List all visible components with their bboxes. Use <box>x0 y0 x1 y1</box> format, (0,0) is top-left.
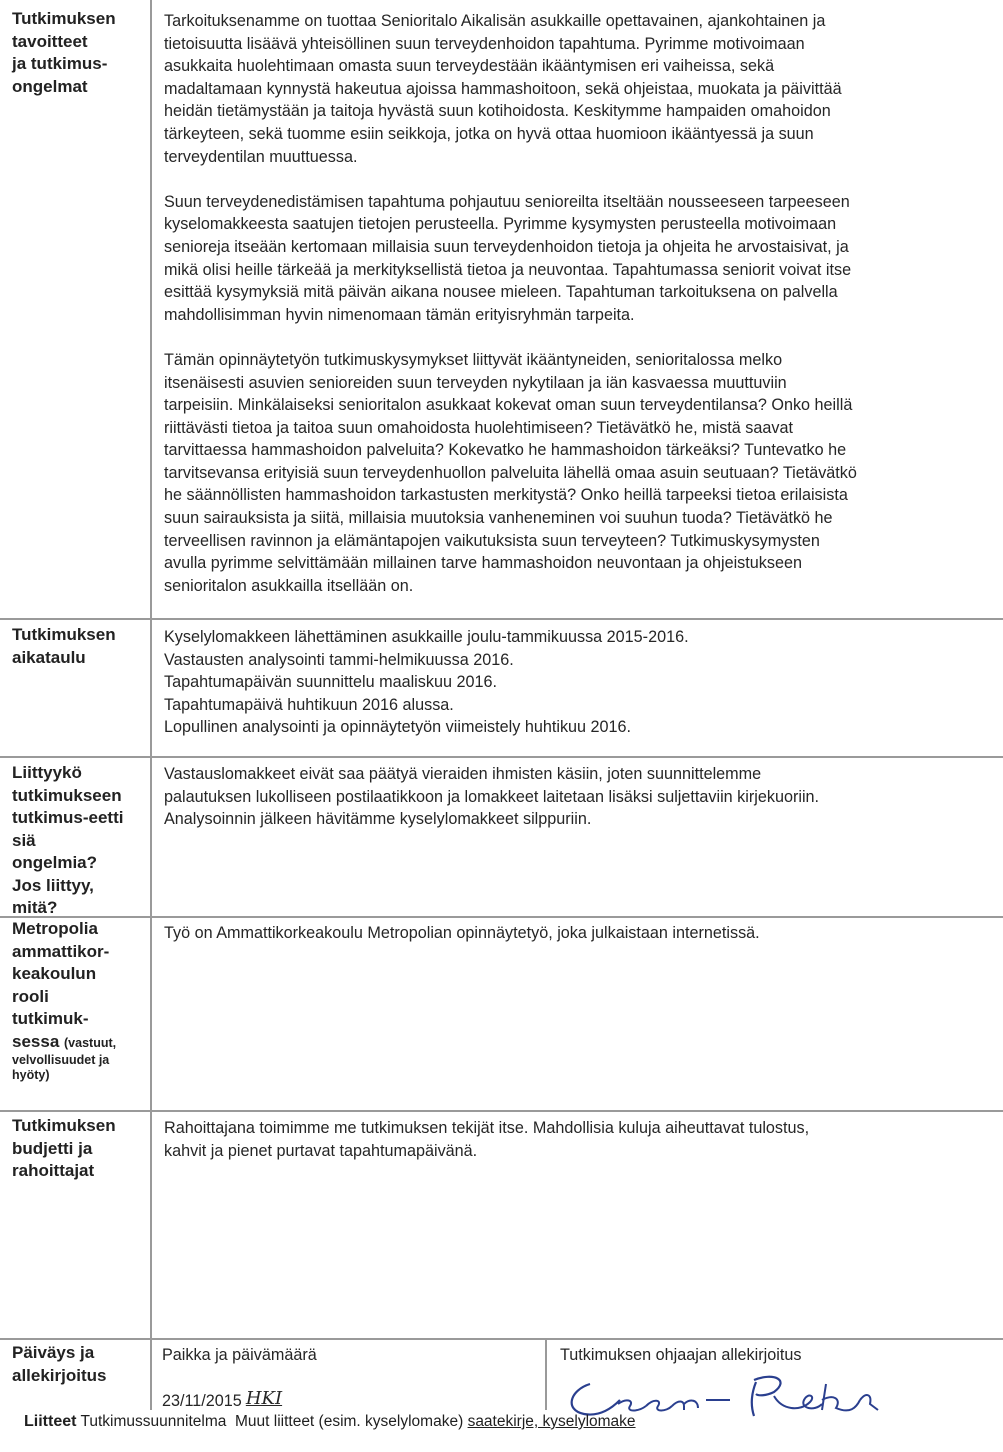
attachments-footer <box>24 1413 636 1431</box>
label-signature: Päiväys ja allekirjoitus <box>12 1343 107 1385</box>
goals-paragraph-2: Suun terveydenedistämisen tapahtuma pohjautuu senioreilta itseltään nousseeseen tarpeeseen kyselomakkeesta saatujen tietojen perusteella. Pyrimme kysymysten perusteella motivoimaan senioreja itseään kertomaan millaisia suun terveydenhoidon tietoja ja ohjeita he arvostaisivat, ja mikä olisi heille tärkeää ja merkityksellistä tietoa ja neuvontaa. Tapahtumassa seniorit voivat itse esittää kysymyksiä mitä päivän aikana nousee mieleen. Tapahtuman tarkoituksena on palvella mahdollisimman hyvin nimenomaan tämän erityisryhmän tarpeita. <box>164 192 852 324</box>
label-budget: Tutkimuksen budjetti ja rahoittajat <box>12 1116 116 1180</box>
place-date-label: Paikka ja päivämäärä <box>162 1346 317 1364</box>
schedule-line: Kyselylomakkeen lähettäminen asukkaille joulu-tammikuussa 2015-2016. <box>164 628 689 646</box>
schedule-line: Vastausten analysointi tammi-helmikuussa 2016. <box>164 650 514 669</box>
attachment-other-value: saatekirje, kyselylomake <box>467 1413 636 1430</box>
signature-column-divider <box>545 1340 547 1410</box>
supervisor-signature-label: Tutkimuksen ohjaajan allekirjoitus <box>560 1346 802 1364</box>
label-role: Metropolia ammattikor- keakoulun rooli tutkimuk- sessa (vastuut, velvollisuudet ja hyöty) <box>12 919 117 1082</box>
schedule-line: Lopullinen analysointi ja opinnäytetyön viimeistely huhtikuu 2016. <box>164 718 632 737</box>
place-date-value: 23/11/2015 HKI <box>162 1388 283 1410</box>
label-schedule: Tutkimuksen aikataulu <box>12 625 116 667</box>
budget-text: Rahoittajana toimimme me tutkimuksen tekijät itse. Mahdollisia kuluja aiheuttavat tulostus, kahvit ja pienet purtavat tapahtumapäivänä. <box>164 1119 810 1160</box>
handwritten-place: HKI <box>245 1388 283 1409</box>
role-text: Työ on Ammattikorkeakoulu Metropolian opinnäytetyö, joka julkaistaan internetissä. <box>164 924 760 942</box>
column-divider <box>150 0 152 1410</box>
ethics-text: Vastauslomakkeet eivät saa päätyä vieraiden ihmisten käsiin, joten suunnittelemme palautuksen lukolliseen postilaatikkoon ja lomakkeet laitetaan lisäksi suljettaviin kirjekuoriin. Analysoinnin jälkeen hävitämme kyselylomakkeet silppuriin. <box>164 765 820 829</box>
schedule-line: Tapahtumapäivän suunnittelu maaliskuu 2016. <box>164 673 497 692</box>
label-ethics: Liittyykö tutkimukseen tutkimus-eetti siä ongelmia? Jos liittyy, mitä? <box>12 763 124 917</box>
schedule-text <box>164 626 1000 739</box>
goals-paragraph-3: Tämän opinnäytetyön tutkimuskysymykset liittyvät ikääntyneiden, senioritalossa melko itsenäisesti asuvien senioreiden suun terveyden nykytilaan ja iän kasvaessa muuttuviin tarpeisiin. Minkälaiseksi senioritalon asukkaat kokevat oman suun terveydentilansa? Onko heillä riittävästi tietoa ja taitoa suun omahoidosta huolehtimiseen? Tietävätkö he, mistä saavat tarvittaessa hammashoidon palveluita? Kokevatko he hammashoidon tärkeäksi? Tuntevatko he tarvitsevansa erityisiä suun terveydenhuollon palveluita lähellä omaa asuin seutuaan? Tietävätkö he säännöllisten hammashoidon tarkastusten merkitystä? Onko heillä tarpeeksi tietoa erilaisista suun sairauksista ja siitä, millaisia muutoksia vanheneminen voi suuhun tuoda? Tietävätkö he terveellisen ravinnon ja elämäntapojen vaikutuksista suun terveyteen? Tutkimuskysymysten avulla pyrimme selvittämään millainen tarve hammashoidon neuvontaan ja ohjeistukseen senioritalon asukkailla itsellään on. <box>164 350 857 595</box>
label-goals: Tutkimuksen tavoitteet ja tutkimus- ongelmat <box>12 9 116 96</box>
attachments-label: Liitteet <box>24 1413 77 1430</box>
goals-paragraph-1: Tarkoituksenamme on tuottaa Senioritalo Aikalisän asukkaille opettavainen, ajankohtainen ja tietoisuutta lisäävä yhteisöllinen suun terveydenhoidon tapahtuma. Pyrimme motivoimaan asukkaita huolehtimaan omasta suun terveydestään ikääntymisen eri vaiheissa, sekä madaltamaan kynnystä hakeutua ajoissa hammashoitoon, sekä ohjeistaa, muokata ja päivittää heidän tietämystään ja taitoja hyvästä suun kotihoidosta. Keskitymme hampaiden omahoidon tärkeyteen, sekä tuomme esiin seikkoja, jotka on hyvä ottaa huomioon ikääntyessä ja suun terveydentilan muuttuessa. <box>164 12 842 166</box>
attachment-plan: Tutkimussuunnitelma <box>80 1413 227 1430</box>
goals-text <box>164 10 1000 597</box>
attachment-other-label: Muut liitteet (esim. kyselylomake) <box>234 1413 464 1430</box>
schedule-line: Tapahtumapäivä huhtikuun 2016 alussa. <box>164 695 454 714</box>
